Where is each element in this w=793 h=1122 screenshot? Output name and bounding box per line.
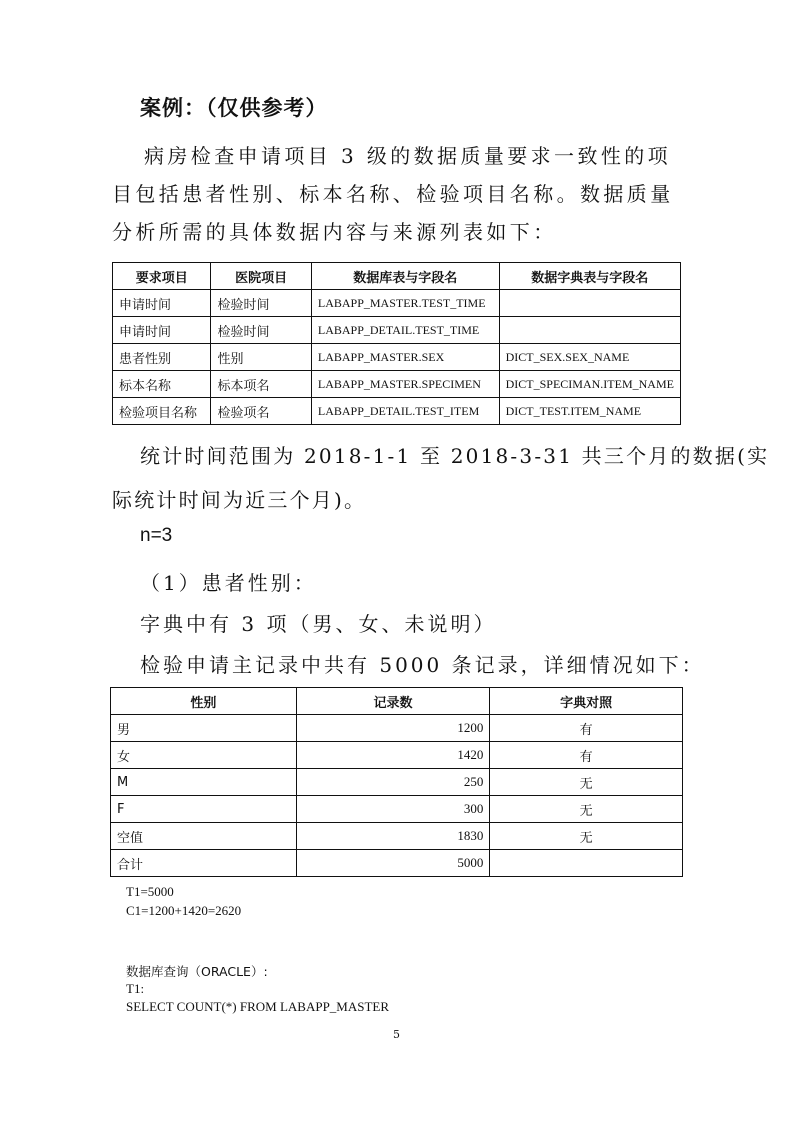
header-cell: 医院项目 bbox=[211, 263, 311, 290]
table-cell: 300 bbox=[296, 796, 490, 823]
table-cell: 检验项名 bbox=[211, 398, 311, 425]
table-cell bbox=[499, 290, 680, 317]
table-cell: 申请时间 bbox=[113, 290, 211, 317]
table-cell: F bbox=[111, 796, 297, 823]
table-cell: 1200 bbox=[296, 715, 490, 742]
table-cell: LABAPP_MASTER.SPECIMEN bbox=[311, 371, 499, 398]
table-cell: LABAPP_DETAIL.TEST_TIME bbox=[311, 317, 499, 344]
table-cell: 空值 bbox=[111, 823, 297, 850]
table-cell: 无 bbox=[490, 769, 683, 796]
table-cell: 标本项名 bbox=[211, 371, 311, 398]
data-source-table bbox=[112, 262, 681, 425]
header-cell: 字典对照 bbox=[490, 688, 683, 715]
header-cell: 记录数 bbox=[296, 688, 490, 715]
table-row bbox=[113, 344, 681, 371]
table-cell: LABAPP_MASTER.TEST_TIME bbox=[311, 290, 499, 317]
table-row bbox=[113, 371, 681, 398]
table-cell: 无 bbox=[490, 823, 683, 850]
table-cell: 标本名称 bbox=[113, 371, 211, 398]
table-row bbox=[111, 769, 683, 796]
table-row bbox=[111, 823, 683, 850]
table-cell bbox=[490, 850, 683, 877]
table-row bbox=[111, 715, 683, 742]
page-number: 5 bbox=[393, 1028, 400, 1041]
table-row bbox=[111, 796, 683, 823]
query-t1-label: T1: bbox=[126, 981, 145, 996]
table-cell: 患者性别 bbox=[113, 344, 211, 371]
table-row bbox=[111, 850, 683, 877]
query-title: 数据库查询（ORACLE）: bbox=[126, 964, 268, 979]
table-row bbox=[111, 742, 683, 769]
table-cell: 1830 bbox=[296, 823, 490, 850]
n-value: n=3 bbox=[140, 525, 173, 546]
records-line: 检验申请主记录中共有 5000 条记录，详细情况如下： bbox=[140, 653, 705, 677]
sql-query: SELECT COUNT(*) FROM LABAPP_MASTER bbox=[126, 999, 390, 1014]
table-cell: DICT_TEST.ITEM_NAME bbox=[499, 398, 680, 425]
table-cell: 检验时间 bbox=[211, 317, 311, 344]
table-cell: 性别 bbox=[211, 344, 311, 371]
header-cell: 要求项目 bbox=[113, 263, 211, 290]
table-cell: 有 bbox=[490, 715, 683, 742]
case-heading: 案例：（仅供参考） bbox=[140, 96, 328, 120]
table-cell: 有 bbox=[490, 742, 683, 769]
intro-paragraph: 病房检查申请项目 3 级的数据质量要求一致性的项目包括患者性别、标本名称、检验项目名称。数据质量分析所需的具体数据内容与来源列表如下： bbox=[112, 144, 674, 244]
dictionary-line: 字典中有 3 项（男、女、未说明） bbox=[140, 612, 497, 636]
table-cell: 男 bbox=[111, 715, 297, 742]
table-cell: DICT_SEX.SEX_NAME bbox=[499, 344, 680, 371]
table-cell: 1420 bbox=[296, 742, 490, 769]
table-cell: M bbox=[111, 769, 297, 796]
table-row bbox=[113, 290, 681, 317]
header-cell: 性别 bbox=[111, 688, 297, 715]
table-cell: 250 bbox=[296, 769, 490, 796]
table-cell: 5000 bbox=[296, 850, 490, 877]
table-cell: LABAPP_MASTER.SEX bbox=[311, 344, 499, 371]
table-cell bbox=[499, 317, 680, 344]
table-cell: 女 bbox=[111, 742, 297, 769]
table-header-row bbox=[111, 688, 683, 715]
table-cell: 合计 bbox=[111, 850, 297, 877]
header-cell: 数据库表与字段名 bbox=[311, 263, 499, 290]
table-cell: 申请时间 bbox=[113, 317, 211, 344]
time-range-line-1: 统计时间范围为 2018-1-1 至 2018-3-31 共三个月的数据(实 bbox=[140, 444, 770, 468]
table-cell: 检验时间 bbox=[211, 290, 311, 317]
table-row bbox=[113, 398, 681, 425]
table-cell: LABAPP_DETAIL.TEST_ITEM bbox=[311, 398, 499, 425]
time-range-line-2: 际统计时间为近三个月)。 bbox=[112, 488, 367, 512]
section-patient-sex: （1）患者性别： bbox=[140, 571, 317, 595]
c1-formula: C1=1200+1420=2620 bbox=[126, 903, 242, 918]
sex-records-table bbox=[110, 687, 683, 877]
header-cell: 数据字典表与字段名 bbox=[499, 263, 680, 290]
table-cell: 无 bbox=[490, 796, 683, 823]
table-row bbox=[113, 317, 681, 344]
t1-formula: T1=5000 bbox=[126, 884, 174, 899]
table-header-row bbox=[113, 263, 681, 290]
table-cell: DICT_SPECIMAN.ITEM_NAME bbox=[499, 371, 680, 398]
table-cell: 检验项目名称 bbox=[113, 398, 211, 425]
